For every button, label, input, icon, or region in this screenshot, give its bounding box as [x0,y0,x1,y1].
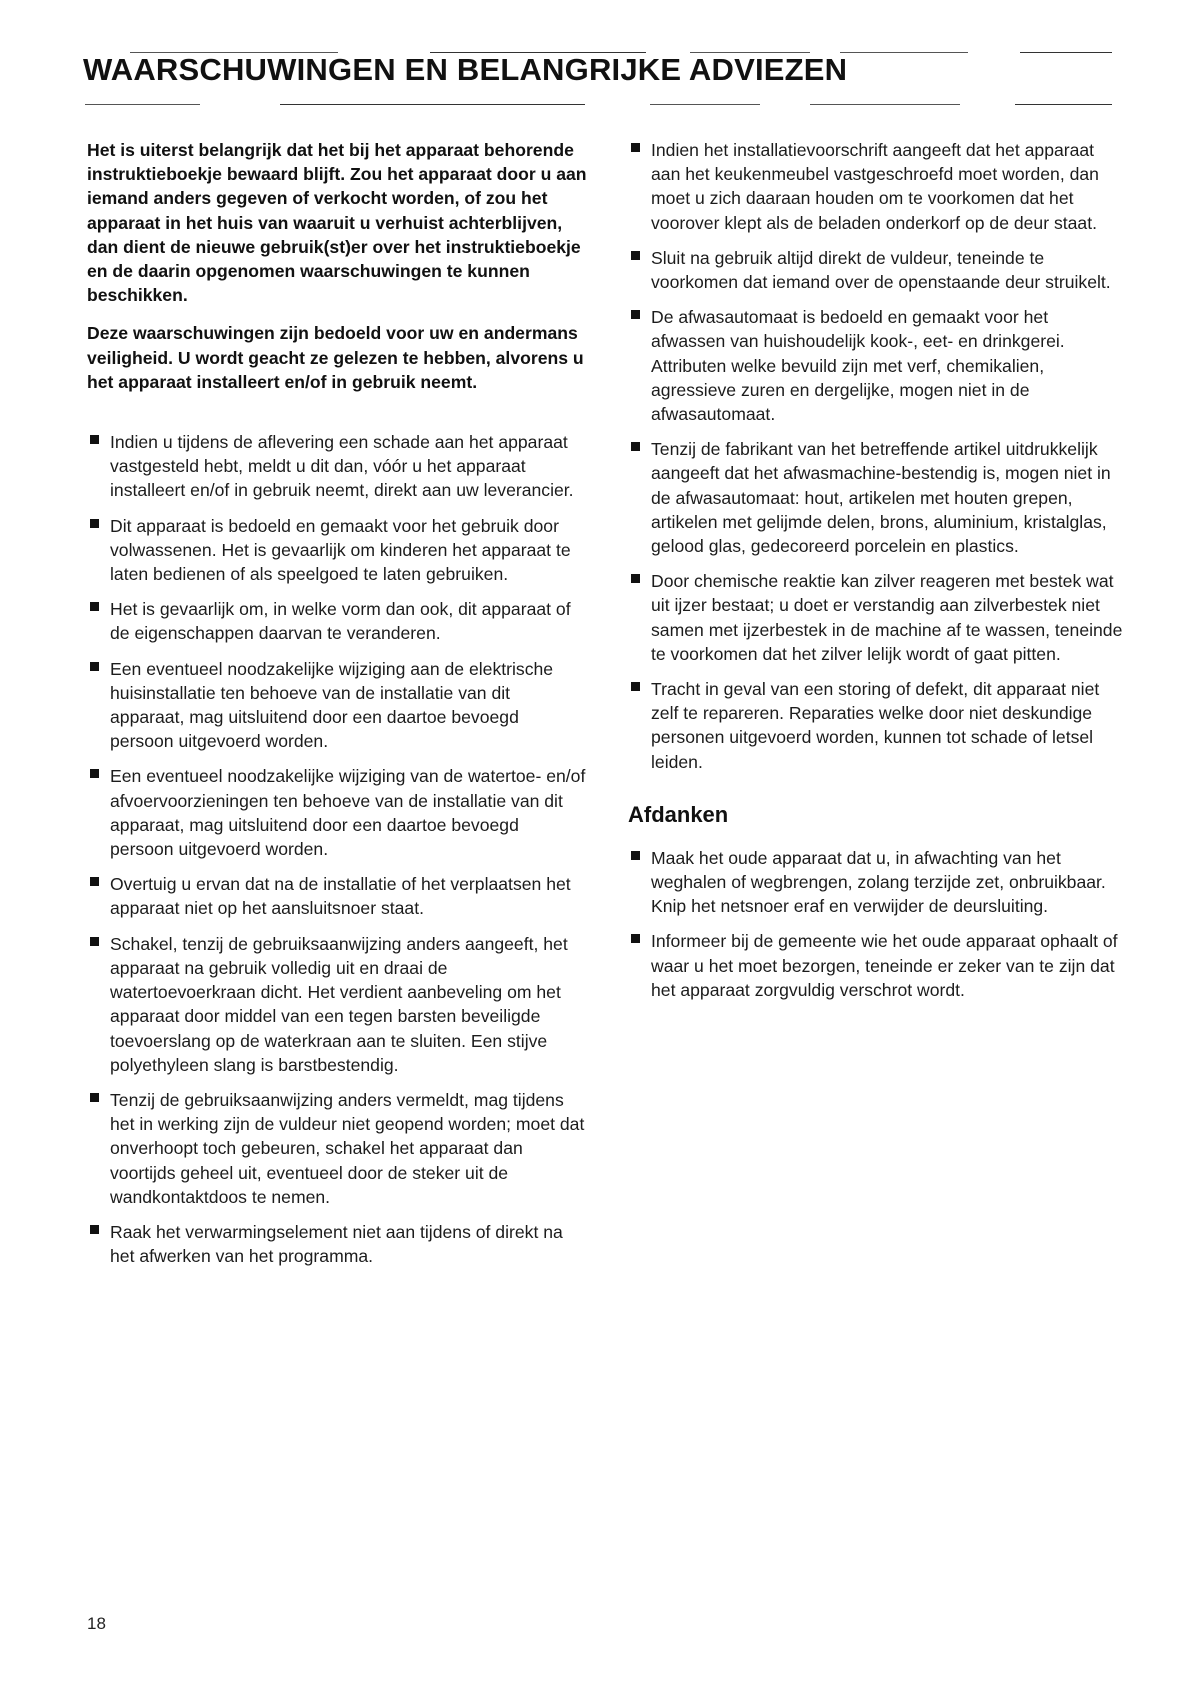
header-rule-bottom-1 [85,104,200,105]
list-item-text: Schakel, tenzij de gebruiksaanwijzing anders aangeeft, het apparaat na gebruik volledig uit en draai de watertoevoerkraan dicht. Het verdient aanbeveling om het apparaat door middel van een tegen barsten beveiligde toevoerslang op de waterkraan aan te sluiten. Een stijve polyethyleen slang is barstbestendig. [110,933,568,1075]
list-item-text: Tenzij de fabrikant van het betreffende artikel uitdrukkelijk aangeeft dat het afwasmachine-bestendig is, mogen niet in de afwasautomaat: hout, artikelen met houten grepen, artikelen met gelijmde delen, brons, aluminium, kristalglas, gelood glas, gedecoreerd porcelein en plastics. [651,439,1111,557]
bullet-square-icon [631,851,640,860]
header-rule-bottom-4 [810,104,960,105]
bullet-square-icon [631,251,640,260]
bullet-square-icon [631,574,640,583]
list-item [628,437,1123,558]
bullet-square-icon [90,1093,99,1102]
list-item-text: Dit apparaat is bedoeld en gemaakt voor het gebruik door volwassenen. Het is gevaarlijk om kinderen het apparaat te laten bedienen of als speelgoed te laten gebruiken. [110,515,571,585]
list-item [87,657,587,754]
warning-list-left [87,430,587,1268]
list-item-text: Een eventueel noodzakelijke wijziging van de watertoe- en/of afvoervoorzieningen ten behoeve van de installatie van dit apparaat, mag uitsluitend door een daartoe bevoegd persoon uitgevoerd worden. [110,766,586,860]
bullet-square-icon [631,934,640,943]
right-column [628,138,1123,1013]
list-item-text: Door chemische reaktie kan zilver reageren met bestek wat uit ijzer bestaat; u doet er verstandig aan zilverbestek niet samen met ijzerbestek in de machine af te wassen, teneinde te voorkomen dat het zilver lelijk wordt of gaat pitten. [651,571,1123,664]
bullet-square-icon [90,937,99,946]
list-item-text: Sluit na gebruik altijd direkt de vuldeur, teneinde te voorkomen dat iemand over de openstaande deur struikelt. [651,247,1111,293]
left-column [87,138,587,1279]
bullet-square-icon [90,602,99,611]
bullet-square-icon [631,143,640,152]
bullet-square-icon [90,519,99,528]
list-item [87,1088,587,1209]
list-item-text: De afwasautomaat is bedoeld en gemaakt voor het afwassen van huishoudelijk kook-, eet- en drinkgerei. Attributen welke bevuild zijn met verf, chemikalien, agressieve zuren en dergelijke, mogen niet in de afwasautomaat. [651,307,1065,425]
list-item [87,597,587,645]
list-item [628,569,1123,666]
list-item [87,514,587,587]
list-item-text: Een eventueel noodzakelijke wijziging aan de elektrische huisinstallatie ten behoeve van de installatie van dit apparaat, mag uitsluitend door een daartoe bevoegd persoon uitgevoerd worden. [110,658,554,752]
page-title: WAARSCHUWINGEN EN BELANGRIJKE ADVIEZEN [83,52,848,87]
intro-paragraph: Het is uiterst belangrijk dat het bij het apparaat behorende instruktieboekje bewaard blijft. Zou het apparaat door u aan iemand anders gegeven of verkocht worden, of zou het apparaat in het huis van waaruit u verhuist achterblijven, dan dient de nieuwe gebruik(st)er over het instruktieboekje en de daarin opgenomen waarschuwingen te kunnen beschikken. [87,140,587,306]
list-item [87,430,587,503]
list-item [628,305,1123,426]
bullet-square-icon [631,682,640,691]
disposal-list [628,846,1123,1002]
bullet-square-icon [90,662,99,671]
list-item-text: Tenzij de gebruiksaanwijzing anders vermeldt, mag tijdens het in werking zijn de vuldeur niet geopend worden; moet dat onverhoopt toch gebeuren, schakel het apparaat dan voortijds geheel uit, eventueel door de steker uit de wandkontaktdoos te nemen. [110,1089,585,1207]
bullet-square-icon [90,435,99,444]
list-item-text: Indien het installatievoorschrift aangeeft dat het apparaat aan het keukenmeubel vastgeschroefd moet worden, dan moet u zich daaraan houden om te voorkomen dat het voorover klept als de beladen onderkorf op de deur staat. [651,140,1099,233]
list-item [87,1220,587,1268]
list-item [628,846,1123,919]
list-item [628,138,1123,235]
header-rule-top-4 [840,52,968,53]
list-item-text: Het is gevaarlijk om, in welke vorm dan ook, dit apparaat of de eigenschappen daarvan te veranderen. [110,599,571,644]
list-item-text: Tracht in geval van een storing of defekt, dit apparaat niet zelf te repareren. Reparaties welke door niet deskundige personen uitgevoerd worden, kunnen tot schade of letsel leiden. [651,679,1100,772]
list-item-text: Indien u tijdens de aflevering een schade aan het apparaat vastgesteld hebt, meldt u dit dan, vóór u het apparaat installeert en/of in gebruik neemt, direkt aan uw leverancier. [110,432,574,501]
section-heading-afdanken: Afdanken [628,801,729,827]
page-number: 18 [87,1614,106,1633]
bullet-square-icon [631,310,640,319]
intro-paragraph: Deze waarschuwingen zijn bedoeld voor uw en andermans veiligheid. U wordt geacht ze gelezen te hebben, alvorens u het apparaat installeert en/of in gebruik neemt. [87,323,584,392]
list-item-text: Informeer bij de gemeente wie het oude apparaat ophaalt of waar u het moet bezorgen, teneinde er zeker van te zijn dat het apparaat zorgvuldig verschrot wordt. [651,931,1118,1000]
warning-list-right [628,138,1123,774]
bullet-square-icon [90,1225,99,1234]
list-item [628,929,1123,1002]
header-rule-top-5 [1020,52,1112,53]
list-item-text: Raak het verwarmingselement niet aan tijdens of direkt na het afwerken van het programma. [110,1221,563,1267]
header-rule-bottom-5 [1015,104,1112,105]
header-rule-bottom-3 [650,104,760,105]
list-item [87,932,587,1077]
list-item [87,764,587,861]
list-item [87,872,587,920]
list-item [628,246,1123,294]
list-item-text: Maak het oude apparaat dat u, in afwachting van het weghalen of wegbrengen, zolang terzijde zet, onbruikbaar. Knip het netsnoer eraf en verwijder de deursluiting. [651,847,1106,917]
bullet-square-icon [631,442,640,451]
bullet-square-icon [90,877,99,886]
bullet-square-icon [90,769,99,778]
list-item [628,677,1123,774]
list-item-text: Overtuig u ervan dat na de installatie of het verplaatsen het apparaat niet op het aansluitsnoer staat. [110,874,571,919]
header-rule-bottom-2 [280,104,585,105]
